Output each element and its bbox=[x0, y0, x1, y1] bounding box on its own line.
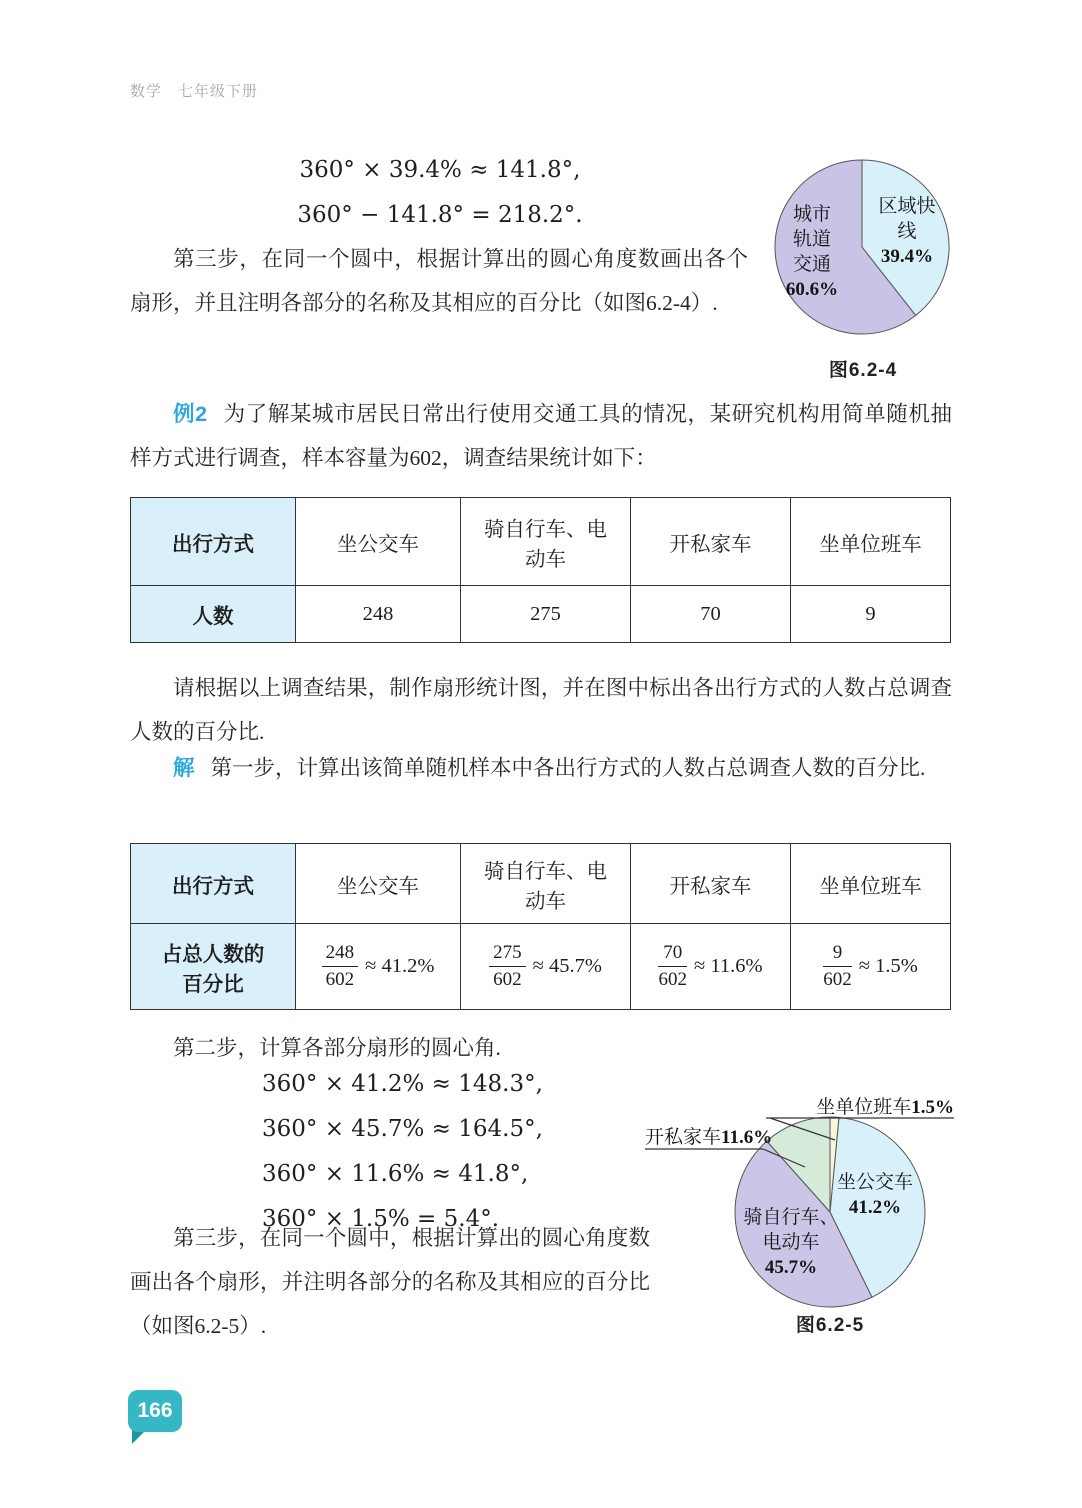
percentage-cell bbox=[791, 924, 951, 1010]
solution-text: 第一步，计算出该简单随机样本中各出行方式的人数占总调查人数的百分比. bbox=[210, 756, 926, 780]
pie-slice-label: 坐公交车 bbox=[836, 1172, 913, 1193]
figure-6-2-4 bbox=[758, 150, 970, 390]
formula-line: 360° − 141.8° = 218.2°. bbox=[297, 202, 583, 228]
pie-slice-label: 骑自行车、电动车 bbox=[743, 1207, 839, 1253]
approx-value: ≈ 45.7% bbox=[532, 955, 602, 977]
table-value-row bbox=[131, 586, 951, 643]
header-cell: 坐单位班车 bbox=[791, 844, 951, 924]
edition-header: 数学 七年级下册 bbox=[130, 83, 259, 100]
pie-label-shuttle bbox=[816, 1092, 954, 1119]
percentage-cell bbox=[296, 924, 461, 1010]
fraction-denominator: 602 bbox=[325, 969, 355, 990]
header-cell: 骑自行车、电动车 bbox=[461, 844, 631, 924]
value-cell: 248 bbox=[296, 586, 461, 643]
fraction-numerator: 275 bbox=[489, 942, 526, 967]
formula-line: 360° × 39.4% ≈ 141.8°, bbox=[299, 157, 581, 183]
figure-caption: 图6.2-4 bbox=[828, 360, 898, 381]
header-cell: 坐单位班车 bbox=[791, 498, 951, 586]
header-cell: 出行方式 bbox=[131, 498, 296, 586]
table-header-row bbox=[131, 498, 951, 586]
para-step3-fig4: 第三步，在同一个圆中，根据计算出的圆心角度数画出各个扇形，并且注明各部分的名称及其相应的百分比（如图6.2-4）. bbox=[130, 247, 748, 315]
fraction-denominator: 602 bbox=[658, 969, 687, 990]
header-cell: 开私家车 bbox=[631, 498, 791, 586]
header-cell: 坐公交车 bbox=[296, 844, 461, 924]
pie-label-regional-express bbox=[870, 194, 944, 269]
pie-slice-pct: 45.7% bbox=[764, 1257, 818, 1278]
header-cell: 出行方式 bbox=[131, 844, 296, 924]
approx-value: ≈ 41.2% bbox=[365, 955, 435, 977]
para-step2-heading: 第二步，计算各部分扇形的圆心角. bbox=[173, 1036, 501, 1060]
formula-line: 360° × 11.6% ≈ 41.8°, bbox=[262, 1161, 529, 1187]
formula-line: 360° × 45.7% ≈ 164.5°, bbox=[262, 1116, 543, 1142]
example2-label: 例2 bbox=[173, 402, 208, 426]
pie-slice-label: 城市轨道交通 bbox=[792, 204, 831, 275]
table-percentages bbox=[130, 843, 951, 1010]
header-cell: 坐公交车 bbox=[296, 498, 461, 586]
pie-slice-pct: 1.5% bbox=[911, 1097, 954, 1118]
fraction bbox=[489, 942, 526, 991]
example2-text: 为了解某城市居民日常出行使用交通工具的情况，某研究机构用简单随机抽样方式进行调查，样本容量为602，调查结果统计如下： bbox=[130, 402, 952, 470]
approx-value: ≈ 11.6% bbox=[693, 955, 763, 977]
header-cell: 开私家车 bbox=[631, 844, 791, 924]
center-angle-formulas-fig4 bbox=[140, 148, 740, 238]
para-step3-fig5: 第三步，在同一个圆中，根据计算出的圆心角度数画出各个扇形，并注明各部分的名称及其相应的百分比（如图6.2-5）. bbox=[130, 1226, 650, 1338]
value-cell: 9 bbox=[791, 586, 951, 643]
percentage-cell bbox=[461, 924, 631, 1010]
para-solution-step1 bbox=[130, 746, 952, 790]
fraction-numerator: 70 bbox=[658, 942, 687, 967]
row-label-cell: 占总人数的百分比 bbox=[131, 924, 296, 1010]
value-cell: 70 bbox=[631, 586, 791, 643]
pie-slice-label: 坐单位班车 bbox=[816, 1097, 912, 1118]
pie-label-private-car bbox=[645, 1122, 772, 1149]
formula-line: 360° × 1.5% = 5.4°. bbox=[262, 1206, 500, 1232]
percentage-cell bbox=[631, 924, 791, 1010]
para-example2 bbox=[130, 392, 952, 480]
pie-label-urban-rail bbox=[784, 202, 840, 302]
pie-slice-pct: 41.2% bbox=[848, 1197, 902, 1218]
formula-line: 360° × 41.2% ≈ 148.3°, bbox=[262, 1071, 543, 1097]
header-cell: 骑自行车、电动车 bbox=[461, 498, 631, 586]
fraction bbox=[658, 942, 687, 991]
center-angle-formulas-fig5 bbox=[262, 1062, 682, 1242]
fraction-numerator: 9 bbox=[823, 942, 852, 967]
pie-slice-pct: 39.4% bbox=[880, 246, 934, 267]
table-counts bbox=[130, 497, 951, 643]
approx-value: ≈ 1.5% bbox=[858, 955, 918, 977]
fraction bbox=[322, 942, 359, 991]
table-header-row bbox=[131, 844, 951, 924]
solution-label: 解 bbox=[173, 756, 195, 780]
fraction-denominator: 602 bbox=[493, 969, 522, 990]
pie-slice-pct: 11.6% bbox=[721, 1127, 773, 1148]
pie-slice-label: 开私家车 bbox=[645, 1127, 722, 1148]
pie-label-bus bbox=[833, 1170, 917, 1220]
page-number-badge: 166 bbox=[128, 1390, 182, 1432]
row-label-cell: 人数 bbox=[131, 586, 296, 643]
fraction bbox=[823, 942, 852, 991]
figure-caption: 图6.2-5 bbox=[795, 1315, 865, 1336]
fraction-denominator: 602 bbox=[823, 969, 852, 990]
table-value-row bbox=[131, 924, 951, 1010]
value-cell: 275 bbox=[461, 586, 631, 643]
figure-6-2-5 bbox=[620, 1085, 975, 1337]
fraction-numerator: 248 bbox=[322, 942, 359, 967]
para-request: 请根据以上调查结果，制作扇形统计图，并在图中标出各出行方式的人数占总调查人数的百分比. bbox=[130, 676, 952, 744]
pie-slice-label: 区域快线 bbox=[878, 196, 936, 242]
pie-slice-pct: 60.6% bbox=[785, 279, 839, 300]
pie-label-bicycle bbox=[740, 1205, 842, 1280]
